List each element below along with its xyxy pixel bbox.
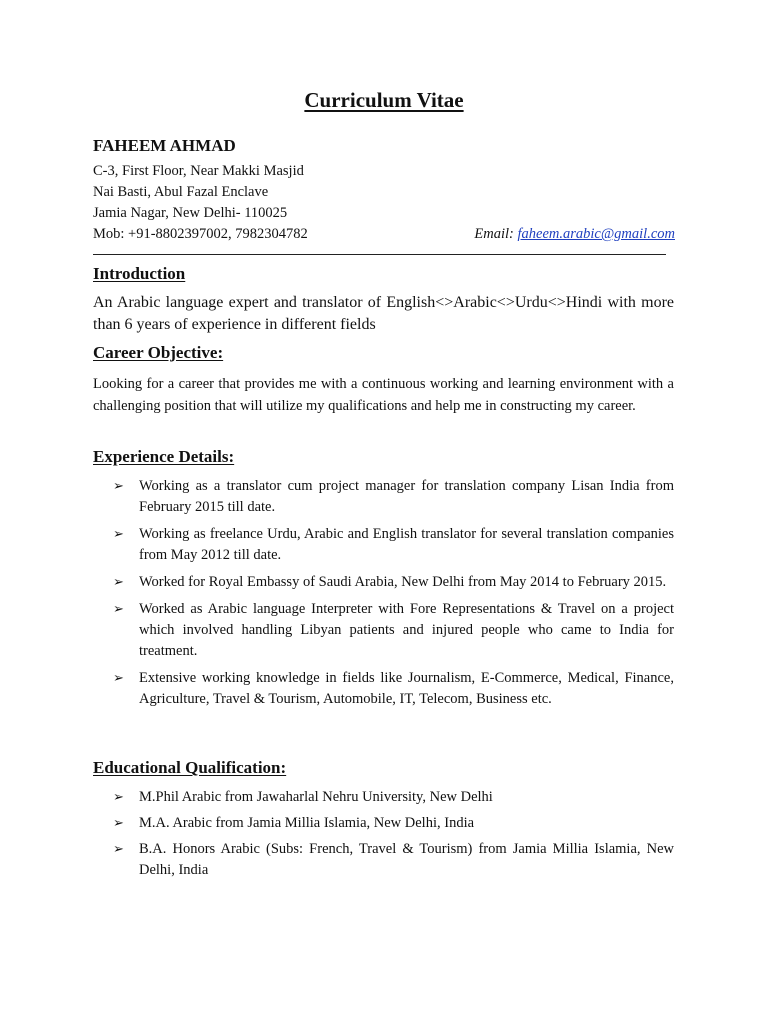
address-line-3: Jamia Nagar, New Delhi- 110025 — [93, 205, 288, 221]
email-block — [474, 226, 675, 243]
arrow-bullet-icon: ➢ — [113, 816, 124, 831]
career-objective-heading: Career Objective: — [93, 343, 224, 362]
header-divider — [93, 254, 666, 255]
list-item: ➢ Worked as Arabic language Interpreter with Fore Representations & Travel on a project which involved handling Libyan patients and injured people who came to India for treatment. — [113, 601, 674, 659]
list-item: ➢ Working as freelance Urdu, Arabic and English translator for several translation companies from May 2012 till date. — [113, 526, 674, 563]
education-heading: Educational Qualification: — [93, 758, 287, 777]
mobile-numbers: Mob: +91-8802397002, 7982304782 — [93, 226, 308, 242]
arrow-bullet-icon: ➢ — [113, 602, 124, 617]
list-item: ➢ Extensive working knowledge in fields like Journalism, E-Commerce, Medical, Finance, Agriculture, Travel & Tourism, Automobile, IT, Telecom, Business etc. — [113, 670, 674, 707]
address-line-2: Nai Basti, Abul Fazal Enclave — [93, 184, 269, 200]
arrow-bullet-icon: ➢ — [113, 790, 124, 805]
introduction-heading: Introduction — [93, 264, 186, 283]
education-list — [93, 787, 674, 886]
arrow-bullet-icon: ➢ — [113, 527, 124, 542]
list-item: ➢ M.A. Arabic from Jamia Millia Islamia, New Delhi, India — [93, 813, 674, 834]
list-item: ➢ Worked for Royal Embassy of Saudi Arabia, New Delhi from May 2014 to February 2015. — [93, 572, 674, 593]
document-title: Curriculum Vitae — [304, 88, 464, 112]
list-item: ➢ Working as a translator cum project manager for translation company Lisan India from February 2015 till date. — [113, 478, 674, 515]
email-label: Email: — [474, 226, 518, 242]
arrow-bullet-icon: ➢ — [113, 575, 124, 590]
list-item: ➢ B.A. Honors Arabic (Subs: French, Travel & Tourism) from Jamia Millia Islamia, New Delhi, India — [113, 841, 674, 878]
candidate-name: FAHEEM AHMAD — [93, 136, 236, 155]
arrow-bullet-icon: ➢ — [113, 479, 124, 494]
experience-heading: Experience Details: — [93, 447, 235, 466]
career-objective-text: Looking for a career that provides me with a continuous working and learning environment with a challenging position that will utilize my qualifications and help me in constructing my career. — [93, 376, 674, 414]
list-item: ➢ M.Phil Arabic from Jawaharlal Nehru University, New Delhi — [93, 787, 674, 808]
experience-list — [93, 476, 674, 716]
email-link[interactable]: faheem.arabic@gmail.com — [517, 226, 675, 242]
arrow-bullet-icon: ➢ — [113, 671, 124, 686]
address-line-1: C-3, First Floor, Near Makki Masjid — [93, 163, 304, 179]
arrow-bullet-icon: ➢ — [113, 842, 124, 857]
introduction-text: An Arabic language expert and translator of English<>Arabic<>Urdu<>Hindi with more than 6 years of experience in different fields — [93, 294, 674, 333]
contact-line — [93, 226, 675, 243]
